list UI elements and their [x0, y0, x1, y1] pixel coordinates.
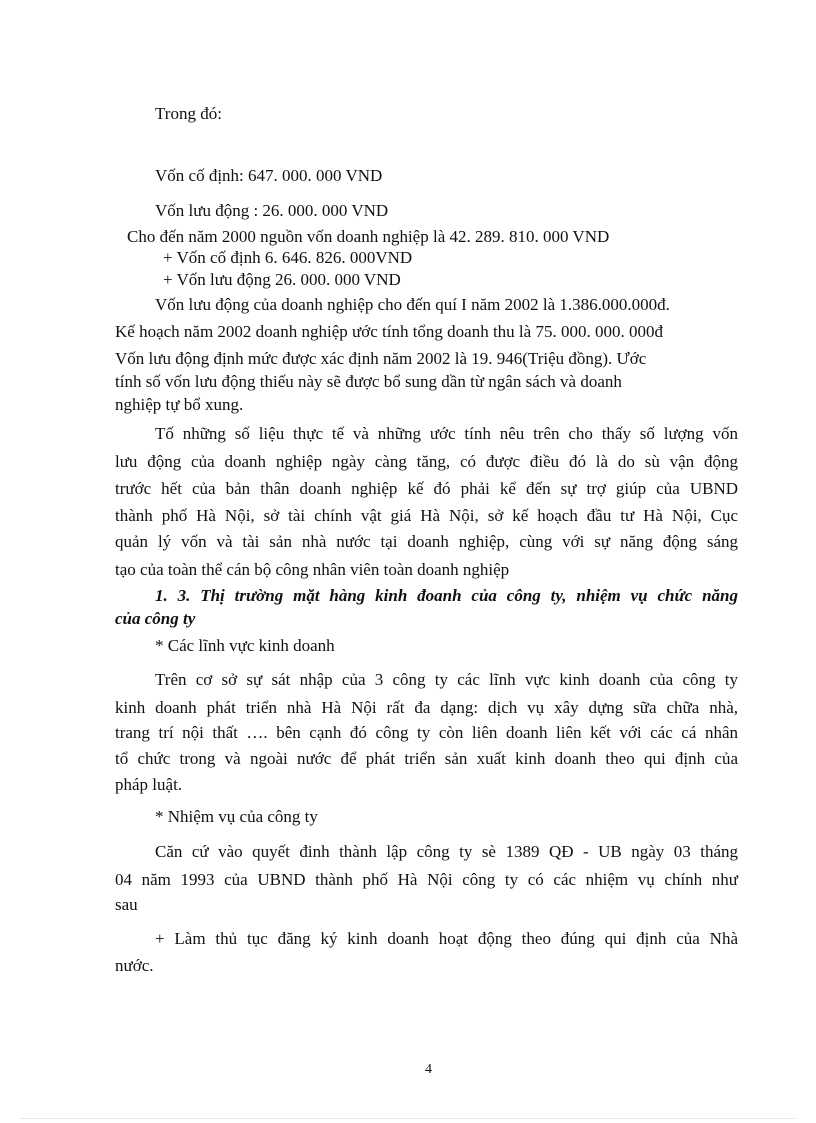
duties-paragraph-line: sau [115, 895, 138, 914]
register-paragraph-line: + Làm thủ tục đăng ký kinh doanh hoạt động theo đúng qui định của Nhà [155, 929, 738, 948]
business-fields-paragraph-line: trang trí nội thất …. bên cạnh đó công ty còn liên doanh liên kết với các cá nhân [115, 723, 738, 742]
working-capital-paragraph-line: nghiệp tự bổ xung. [115, 395, 244, 414]
fixed-capital-line: Vốn cố định: 647. 000. 000 VND [155, 166, 383, 185]
working-capital-paragraph-line: Vốn lưu động định mức được xác định năm 2002 là 19. 946(Triệu đồng). Ước [115, 349, 647, 368]
business-fields-paragraph-line: kinh doanh phát triển nhà Hà Nội rất đa dạng: dịch vụ xây dựng sữa chữa nhà, [115, 698, 738, 717]
working-capital-paragraph-line: Vốn lưu động của doanh nghiệp cho đến quí I năm 2002 là 1.386.000.000đ. [155, 295, 670, 314]
figures-paragraph-line: lưu động của doanh nghiệp ngày càng tăng, có được điều đó là do sù vận động [115, 452, 738, 471]
total-2000-fixed-line: + Vốn cố định 6. 646. 826. 000VND [163, 248, 413, 267]
total-capital-2000-line: Cho đến năm 2000 nguồn vốn doanh nghiệp là 42. 289. 810. 000 VND [127, 227, 610, 246]
business-fields-paragraph-line: Trên cơ sở sự sát nhập của 3 công ty các lĩnh vực kinh doanh của công ty [155, 670, 738, 689]
business-fields-paragraph-line: tổ chức trong và ngoài nước để phát triển sản xuất kinh doanh theo qui định của [115, 749, 738, 768]
business-fields-title: * Các lĩnh vực kinh doanh [155, 636, 335, 655]
figures-paragraph-line: thành phố Hà Nội, sở tài chính vật giá Hà Nội, sở kế hoạch đầu tư Hà Nội, Cục [115, 506, 738, 525]
total-2000-working-line: + Vốn lưu động 26. 000. 000 VND [163, 270, 401, 289]
working-capital-paragraph-line: Kế hoạch năm 2002 doanh nghiệp ước tính tổng doanh thu là 75. 000. 000. 000đ [115, 322, 663, 341]
duties-paragraph-line: Căn cứ vào quyết đinh thành lập công ty sè 1389 QĐ - UB ngày 03 tháng [155, 842, 738, 861]
duties-title: * Nhiệm vụ của công ty [155, 807, 318, 826]
figures-paragraph-line: trước hết của bản thân doanh nghiệp kế đó phải kể đến sự trợ giúp của UBND [115, 479, 738, 498]
working-capital-line: Vốn lưu động : 26. 000. 000 VND [155, 201, 389, 220]
duties-paragraph-line: 04 năm 1993 của UBND thành phố Hà Nội công ty có các nhiệm vụ chính như [115, 870, 738, 889]
intro-text: Trong đó: [155, 104, 222, 123]
register-paragraph-line: nước. [115, 956, 154, 975]
business-fields-paragraph-line: pháp luật. [115, 775, 183, 794]
page-bottom-divider [20, 1118, 796, 1119]
section-heading: 1. 3. Thị trường mặt hàng kinh đoanh của công ty, nhiệm vụ chức năng [155, 586, 738, 605]
working-capital-paragraph-line: tính số vốn lưu động thiếu này sẽ được bổ sung dần từ ngân sách và doanh [115, 372, 622, 391]
figures-paragraph-line: tạo của toàn thể cán bộ công nhân viên toàn doanh nghiệp [115, 560, 510, 579]
figures-paragraph-line: Tố những số liệu thực tế và những ước tính nêu trên cho thấy số lượng vốn [155, 424, 738, 443]
section-heading: của công ty [115, 609, 196, 628]
page-number: 4 [425, 1062, 432, 1077]
figures-paragraph-line: quản lý vốn và tài sản nhà nước tại doanh nghiệp, cùng với sự năng động sáng [115, 532, 738, 551]
